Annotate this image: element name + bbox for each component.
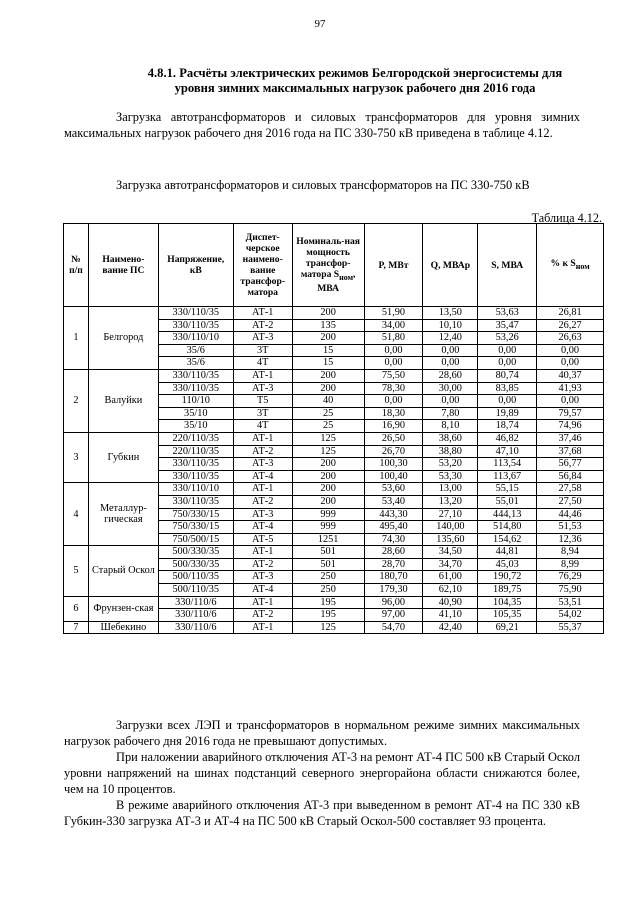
cell-dispatch-name: АТ-2: [233, 558, 292, 571]
cell-voltage: 330/110/35: [158, 319, 233, 332]
cell-q: 28,60: [423, 369, 478, 382]
cell-q: 13,20: [423, 495, 478, 508]
cell-s: 189,75: [478, 584, 537, 597]
cell-p: 75,50: [364, 369, 423, 382]
cell-pct: 8,94: [537, 546, 604, 559]
cell-p: 16,90: [364, 420, 423, 433]
substation-name: Фрунзен-ская: [88, 596, 158, 621]
cell-rated-power: 501: [292, 546, 364, 559]
cell-q: 27,10: [423, 508, 478, 521]
header-pct: [537, 224, 604, 307]
cell-voltage: 220/110/35: [158, 432, 233, 445]
cell-q: 7,80: [423, 407, 478, 420]
cell-pct: 53,51: [537, 596, 604, 609]
cell-s: 190,72: [478, 571, 537, 584]
cell-voltage: 330/110/10: [158, 332, 233, 345]
table-row: [64, 596, 604, 609]
cell-s: 35,47: [478, 319, 537, 332]
cell-q: 0,00: [423, 344, 478, 357]
cell-s: 44,81: [478, 546, 537, 559]
cell-rated-power: 200: [292, 495, 364, 508]
cell-dispatch-name: АТ-4: [233, 584, 292, 597]
cell-rated-power: 200: [292, 332, 364, 345]
substation-name: Губкин: [88, 432, 158, 482]
cell-rated-power: 200: [292, 369, 364, 382]
cell-q: 140,00: [423, 521, 478, 534]
cell-p: 34,00: [364, 319, 423, 332]
cell-rated-power: 200: [292, 483, 364, 496]
cell-voltage: 220/110/35: [158, 445, 233, 458]
cell-p: 180,70: [364, 571, 423, 584]
table-caption: Загрузка автотрансформаторов и силовых трансформаторов на ПС 330-750 кВ: [116, 178, 530, 192]
cell-p: 443,30: [364, 508, 423, 521]
header-name: Наимено-вание ПС: [88, 224, 158, 307]
cell-dispatch-name: АТ-4: [233, 470, 292, 483]
cell-dispatch-name: 4Т: [233, 420, 292, 433]
cell-q: 0,00: [423, 357, 478, 370]
row-num: 6: [64, 596, 89, 621]
header-rated-main: Номиналь-ная мощность трансфор-матора S: [296, 236, 360, 281]
cell-voltage: 330/110/35: [158, 382, 233, 395]
cell-pct: 37,68: [537, 445, 604, 458]
cell-rated-power: 200: [292, 470, 364, 483]
cell-rated-power: 195: [292, 609, 364, 622]
cell-voltage: 500/330/35: [158, 546, 233, 559]
cell-voltage: 330/110/6: [158, 596, 233, 609]
cell-pct: 27,50: [537, 495, 604, 508]
cell-dispatch-name: АТ-2: [233, 445, 292, 458]
cell-dispatch-name: 3Т: [233, 407, 292, 420]
cell-q: 62,10: [423, 584, 478, 597]
table-body: [64, 307, 604, 634]
cell-s: 0,00: [478, 357, 537, 370]
cell-pct: 79,57: [537, 407, 604, 420]
cell-dispatch-name: АТ-3: [233, 508, 292, 521]
cell-q: 8,10: [423, 420, 478, 433]
cell-s: 53,26: [478, 332, 537, 345]
cell-voltage: 35/10: [158, 407, 233, 420]
cell-s: 444,13: [478, 508, 537, 521]
table-label: Таблица 4.12.: [531, 211, 602, 225]
substation-name: Металлур-гическая: [88, 483, 158, 546]
cell-p: 0,00: [364, 357, 423, 370]
cell-q: 34,70: [423, 558, 478, 571]
cell-rated-power: 195: [292, 596, 364, 609]
cell-voltage: 330/110/35: [158, 369, 233, 382]
cell-pct: 26,81: [537, 307, 604, 320]
cell-voltage: 35/10: [158, 420, 233, 433]
cell-p: 0,00: [364, 395, 423, 408]
cell-voltage: 500/110/35: [158, 571, 233, 584]
cell-rated-power: 135: [292, 319, 364, 332]
substation-name: Старый Оскол: [88, 546, 158, 596]
cell-q: 135,60: [423, 533, 478, 546]
cell-p: 54,70: [364, 621, 423, 634]
substation-name: Валуйки: [88, 369, 158, 432]
cell-q: 30,00: [423, 382, 478, 395]
cell-pct: 76,29: [537, 571, 604, 584]
table-row: [64, 483, 604, 496]
row-num: 3: [64, 432, 89, 482]
header-pct-main: % к S: [550, 258, 576, 270]
cell-s: 55,01: [478, 495, 537, 508]
cell-pct: 74,96: [537, 420, 604, 433]
cell-pct: 56,84: [537, 470, 604, 483]
cell-pct: 44,46: [537, 508, 604, 521]
cell-dispatch-name: АТ-1: [233, 307, 292, 320]
cell-q: 53,30: [423, 470, 478, 483]
cell-q: 53,20: [423, 458, 478, 471]
cell-rated-power: 25: [292, 407, 364, 420]
cell-rated-power: 15: [292, 344, 364, 357]
table-row: [64, 432, 604, 445]
cell-s: 47,10: [478, 445, 537, 458]
bottom-text: [64, 717, 580, 829]
cell-pct: 37,46: [537, 432, 604, 445]
cell-pct: 51,53: [537, 521, 604, 534]
section-title: [120, 66, 590, 96]
table-header-row: [64, 224, 604, 307]
table-row: [64, 546, 604, 559]
cell-rated-power: 200: [292, 382, 364, 395]
cell-q: 61,00: [423, 571, 478, 584]
cell-pct: 54,02: [537, 609, 604, 622]
cell-dispatch-name: АТ-1: [233, 369, 292, 382]
load-table: [63, 223, 604, 634]
cell-voltage: 330/110/10: [158, 483, 233, 496]
substation-name: Шебекино: [88, 621, 158, 634]
cell-dispatch-name: АТ-3: [233, 458, 292, 471]
cell-voltage: 500/330/35: [158, 558, 233, 571]
cell-dispatch-name: АТ-3: [233, 332, 292, 345]
cell-p: 26,70: [364, 445, 423, 458]
cell-rated-power: 250: [292, 571, 364, 584]
cell-q: 38,60: [423, 432, 478, 445]
cell-voltage: 35/6: [158, 344, 233, 357]
cell-rated-power: 25: [292, 420, 364, 433]
cell-q: 12,40: [423, 332, 478, 345]
cell-pct: 41,93: [537, 382, 604, 395]
row-num: 7: [64, 621, 89, 634]
cell-pct: 8,99: [537, 558, 604, 571]
cell-p: 179,30: [364, 584, 423, 597]
cell-pct: 75,90: [537, 584, 604, 597]
row-num: 2: [64, 369, 89, 432]
cell-rated-power: 15: [292, 357, 364, 370]
cell-q: 42,40: [423, 621, 478, 634]
cell-pct: 26,63: [537, 332, 604, 345]
cell-s: 154,62: [478, 533, 537, 546]
cell-s: 113,67: [478, 470, 537, 483]
section-title-line1: 4.8.1. Расчёты электрических режимов Белгородской энергосистемы для: [147, 66, 563, 80]
cell-s: 0,00: [478, 344, 537, 357]
cell-p: 28,60: [364, 546, 423, 559]
header-dispatch: Диспет-черское наимено-вание трансфор-матора: [233, 224, 292, 307]
cell-p: 18,30: [364, 407, 423, 420]
cell-pct: 0,00: [537, 395, 604, 408]
cell-q: 0,00: [423, 395, 478, 408]
table-row: [64, 307, 604, 320]
cell-dispatch-name: АТ-1: [233, 621, 292, 634]
cell-s: 18,74: [478, 420, 537, 433]
cell-dispatch-name: АТ-1: [233, 432, 292, 445]
cell-p: 100,40: [364, 470, 423, 483]
cell-p: 78,30: [364, 382, 423, 395]
cell-p: 51,80: [364, 332, 423, 345]
cell-rated-power: 200: [292, 458, 364, 471]
cell-p: 28,70: [364, 558, 423, 571]
cell-p: 97,00: [364, 609, 423, 622]
cell-voltage: 750/330/15: [158, 508, 233, 521]
cell-q: 38,80: [423, 445, 478, 458]
cell-s: 46,82: [478, 432, 537, 445]
header-rated: [292, 224, 364, 307]
header-p: P, МВт: [364, 224, 423, 307]
cell-p: 74,30: [364, 533, 423, 546]
cell-q: 41,10: [423, 609, 478, 622]
cell-pct: 0,00: [537, 357, 604, 370]
cell-dispatch-name: АТ-1: [233, 483, 292, 496]
cell-dispatch-name: АТ-2: [233, 319, 292, 332]
cell-dispatch-name: АТ-2: [233, 609, 292, 622]
cell-voltage: 750/500/15: [158, 533, 233, 546]
header-s: S, МВА: [478, 224, 537, 307]
cell-s: 45,03: [478, 558, 537, 571]
cell-rated-power: 1251: [292, 533, 364, 546]
paragraph-3: В режиме аварийного отключения АТ-3 при выведенном в ремонт АТ-4 на ПС 330 кВ Губкин-330 загрузка АТ-3 и АТ-4 на ПС 500 кВ Старый Оскол-500 составляет 93 процента.: [64, 798, 580, 828]
cell-q: 13,00: [423, 483, 478, 496]
cell-s: 55,15: [478, 483, 537, 496]
cell-dispatch-name: АТ-5: [233, 533, 292, 546]
header-q: Q, МВАр: [423, 224, 478, 307]
cell-dispatch-name: АТ-3: [233, 571, 292, 584]
cell-rated-power: 125: [292, 445, 364, 458]
row-num: 5: [64, 546, 89, 596]
section-title-line2: уровня зимних максимальных нагрузок рабочего дня 2016 года: [174, 81, 536, 95]
cell-pct: 27,58: [537, 483, 604, 496]
cell-rated-power: 125: [292, 621, 364, 634]
cell-voltage: 330/110/35: [158, 470, 233, 483]
cell-voltage: 330/110/35: [158, 307, 233, 320]
cell-voltage: 35/6: [158, 357, 233, 370]
cell-pct: 56,77: [537, 458, 604, 471]
cell-rated-power: 125: [292, 432, 364, 445]
cell-voltage: 330/110/6: [158, 609, 233, 622]
cell-s: 0,00: [478, 395, 537, 408]
cell-rated-power: 200: [292, 307, 364, 320]
cell-voltage: 330/110/6: [158, 621, 233, 634]
cell-p: 53,60: [364, 483, 423, 496]
cell-voltage: 330/110/35: [158, 458, 233, 471]
cell-p: 100,30: [364, 458, 423, 471]
table-row: [64, 369, 604, 382]
cell-voltage: 500/110/35: [158, 584, 233, 597]
cell-q: 10,10: [423, 319, 478, 332]
header-pct-sub: ном: [575, 261, 590, 271]
cell-p: 53,40: [364, 495, 423, 508]
header-rated-unit: , МВА: [317, 269, 356, 294]
cell-s: 69,21: [478, 621, 537, 634]
header-num: № п/п: [64, 224, 89, 307]
cell-rated-power: 999: [292, 508, 364, 521]
cell-s: 53,63: [478, 307, 537, 320]
cell-rated-power: 40: [292, 395, 364, 408]
cell-s: 105,35: [478, 609, 537, 622]
substation-name: Белгород: [88, 307, 158, 370]
cell-pct: 12,36: [537, 533, 604, 546]
cell-pct: 55,37: [537, 621, 604, 634]
cell-pct: 26,27: [537, 319, 604, 332]
paragraph-2: При наложении аварийного отключения АТ-3 на ремонт АТ-4 ПС 500 кВ Старый Оскол уровни напряжений на шинах подстанций северного энергорайона области снижаются более, чем на 10 процентов.: [64, 750, 580, 796]
cell-rated-power: 999: [292, 521, 364, 534]
header-voltage: Напряжение, кВ: [158, 224, 233, 307]
cell-q: 34,50: [423, 546, 478, 559]
cell-s: 514,80: [478, 521, 537, 534]
cell-p: 51,90: [364, 307, 423, 320]
cell-p: 96,00: [364, 596, 423, 609]
row-num: 4: [64, 483, 89, 546]
cell-p: 26,50: [364, 432, 423, 445]
paragraph-1: Загрузки всех ЛЭП и трансформаторов в нормальном режиме зимних максимальных нагрузок рабочего дня 2016 года не превышают допустимых.: [64, 718, 580, 748]
intro-paragraph: Загрузка автотрансформаторов и силовых трансформаторов для уровня зимних максимальных нагрузок рабочего дня 2016 года на ПС 330-750 кВ приведена в таблице 4.12.: [64, 110, 580, 140]
cell-dispatch-name: АТ-3: [233, 382, 292, 395]
cell-pct: 0,00: [537, 344, 604, 357]
cell-voltage: 330/110/35: [158, 495, 233, 508]
cell-s: 19,89: [478, 407, 537, 420]
header-rated-sub: ном: [339, 272, 354, 282]
cell-dispatch-name: 4Т: [233, 357, 292, 370]
cell-dispatch-name: 3Т: [233, 344, 292, 357]
cell-q: 13,50: [423, 307, 478, 320]
cell-dispatch-name: АТ-1: [233, 596, 292, 609]
cell-voltage: 110/10: [158, 395, 233, 408]
row-num: 1: [64, 307, 89, 370]
cell-q: 40,90: [423, 596, 478, 609]
cell-s: 113,54: [478, 458, 537, 471]
cell-dispatch-name: АТ-4: [233, 521, 292, 534]
cell-p: 495,40: [364, 521, 423, 534]
cell-voltage: 750/330/15: [158, 521, 233, 534]
page-number: 97: [314, 18, 326, 30]
cell-s: 104,35: [478, 596, 537, 609]
cell-dispatch-name: Т5: [233, 395, 292, 408]
cell-rated-power: 250: [292, 584, 364, 597]
cell-dispatch-name: АТ-1: [233, 546, 292, 559]
cell-dispatch-name: АТ-2: [233, 495, 292, 508]
cell-p: 0,00: [364, 344, 423, 357]
table-row: [64, 621, 604, 634]
cell-pct: 40,37: [537, 369, 604, 382]
cell-rated-power: 501: [292, 558, 364, 571]
cell-s: 83,85: [478, 382, 537, 395]
cell-s: 80,74: [478, 369, 537, 382]
